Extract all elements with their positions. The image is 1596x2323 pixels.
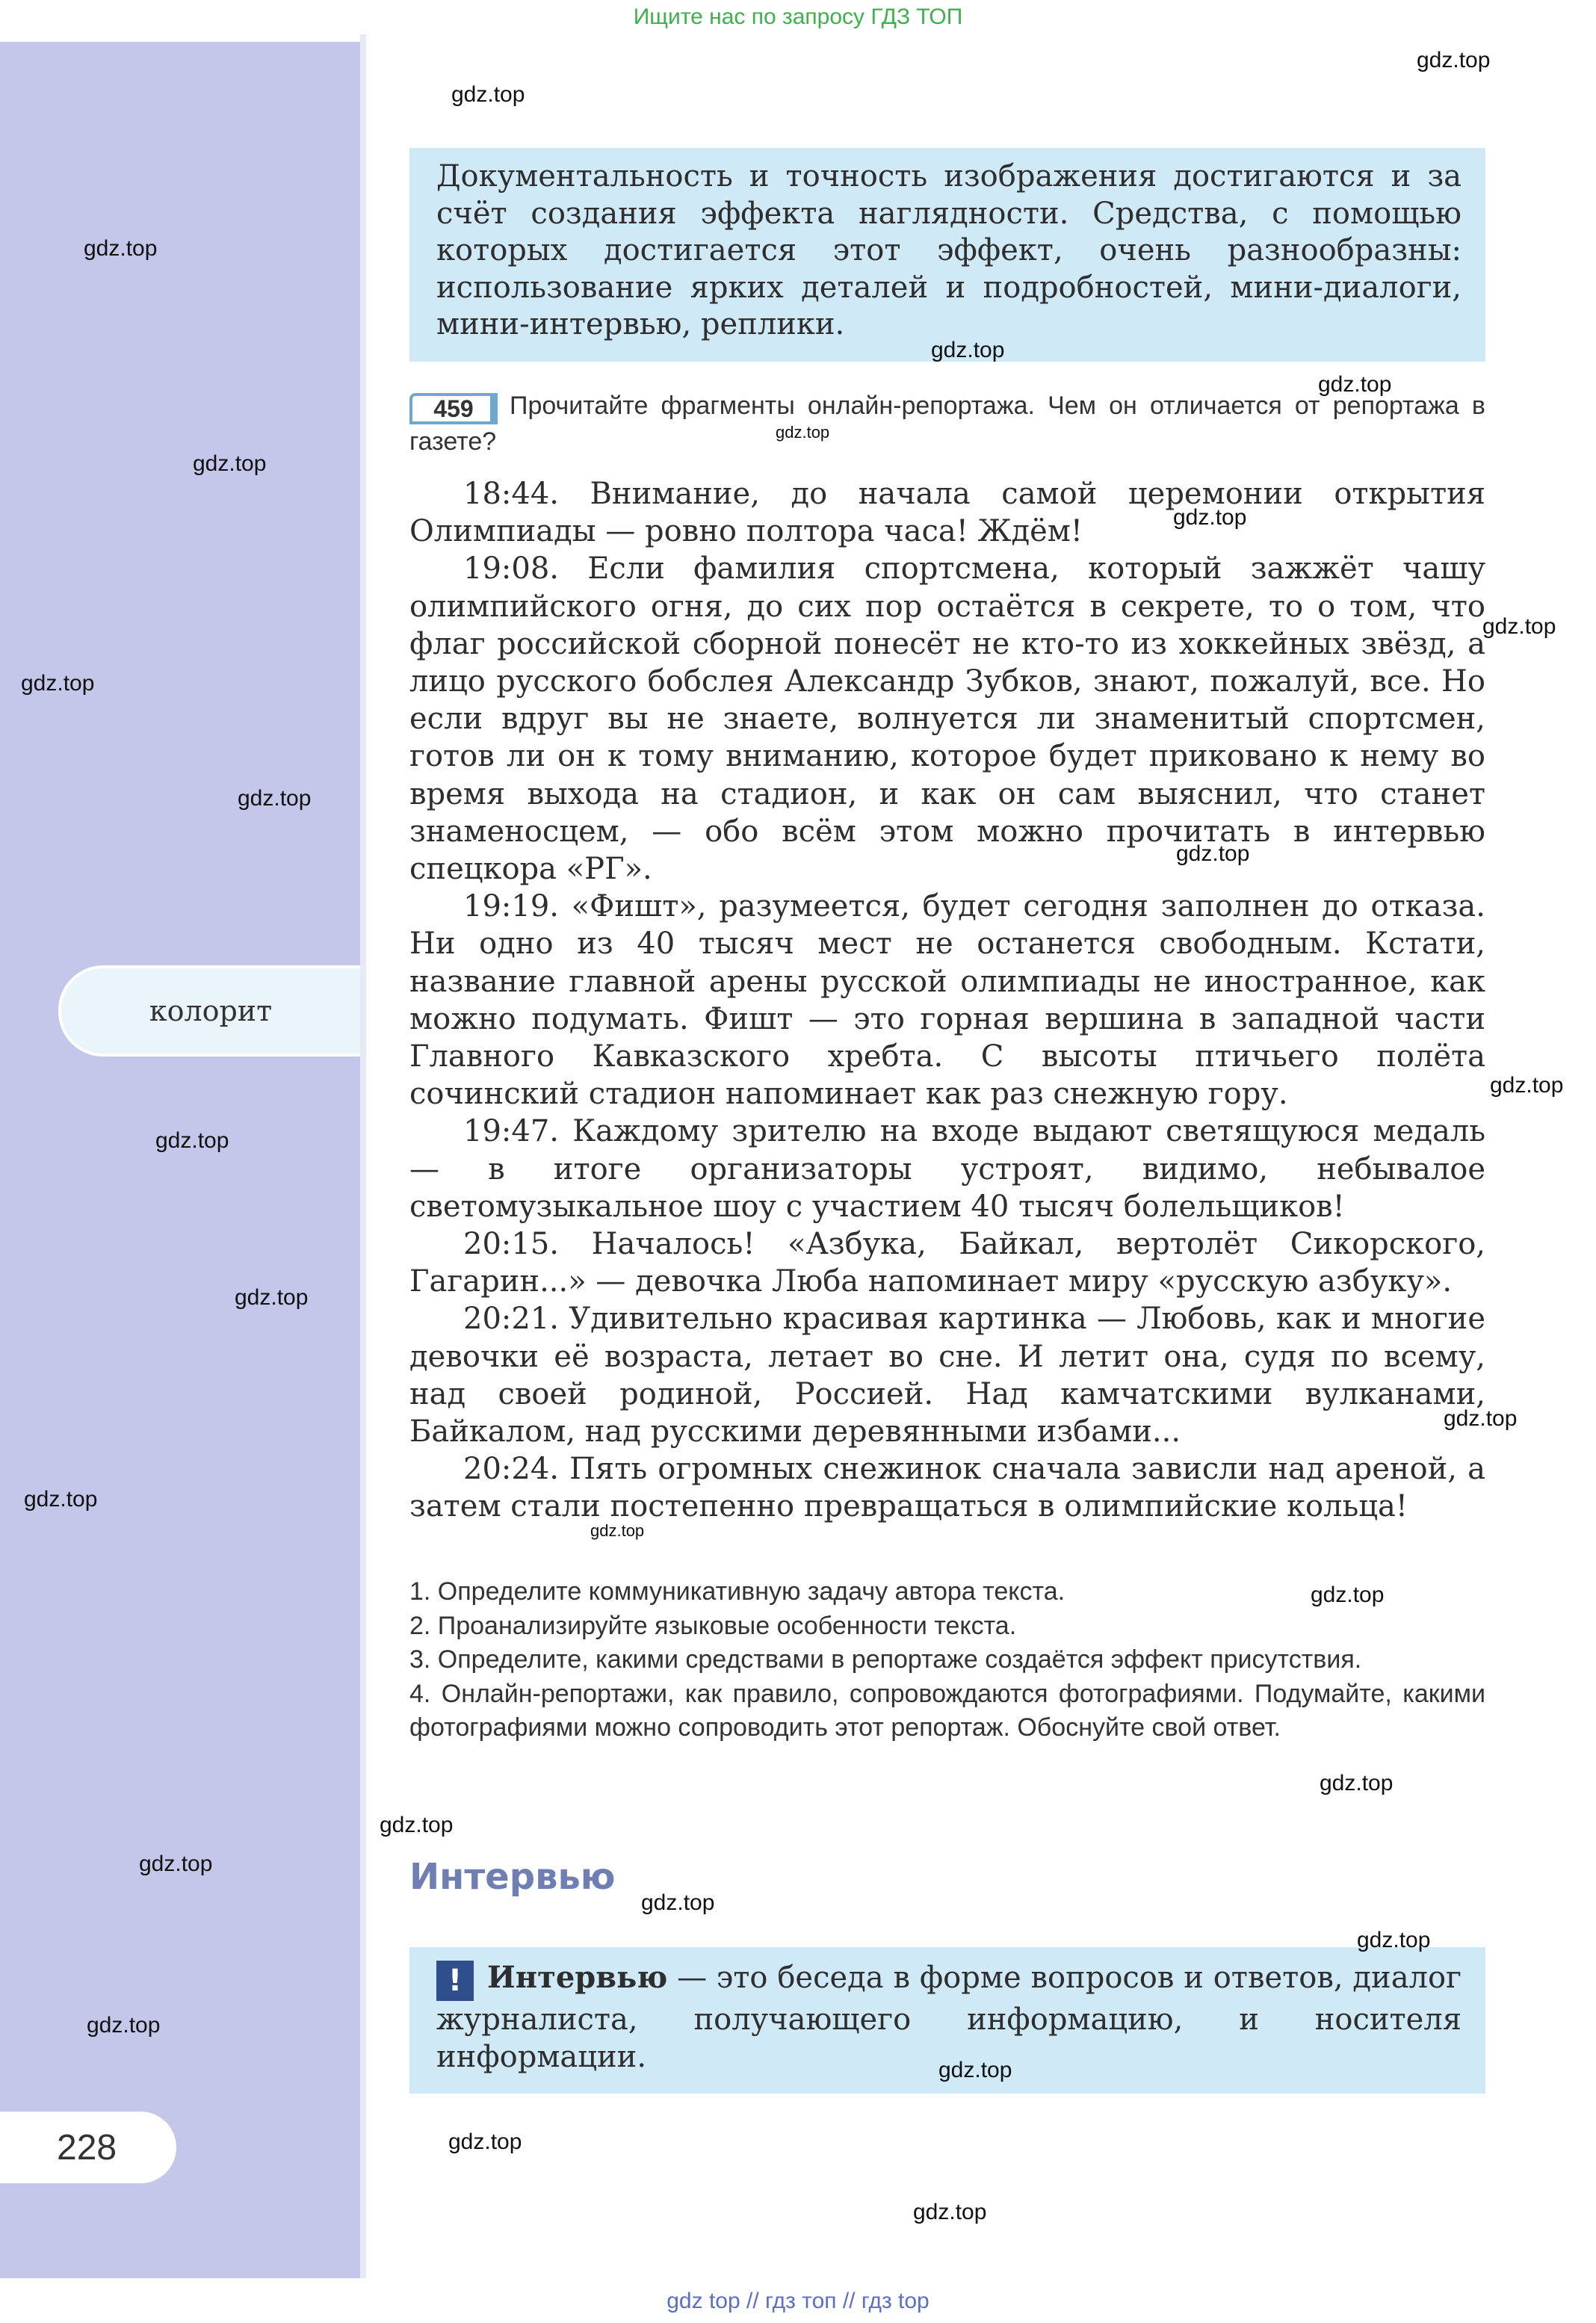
- watermark: gdz.top: [641, 1890, 715, 1915]
- section-title: Интервью: [409, 1856, 616, 1898]
- page-sidebar: [0, 42, 360, 2278]
- report-paragraph: 19:47. Каждому зрителю на входе выдают светящуюся медаль — в итоге организаторы устроят, видимо, небывалое светомузыкальное шоу с участием 40 тысяч болельщиков!: [409, 1114, 1485, 1224]
- question-item: 4. Онлайн-репортажи, как правило, сопровождаются фотографиями. Подумайте, какими фотографиями можно сопроводить этот репортаж. Обоснуйте свой ответ.: [409, 1679, 1485, 1742]
- watermark: gdz.top: [1357, 1928, 1431, 1952]
- report-text: [409, 475, 1485, 1526]
- rule-text: — это беседа в форме вопросов и ответов, диалог журналиста, получающего информацию, и носителя информации.: [436, 1961, 1462, 2074]
- sidebar-term-callout: [58, 965, 360, 1057]
- watermark: gdz.top: [776, 423, 830, 442]
- watermark: gdz.top: [87, 2013, 161, 2038]
- watermark: gdz.top: [139, 1852, 213, 1876]
- report-paragraph: 20:24. Пять огромных снежинок сначала зависли над ареной, а затем стали постепенно превращаться в олимпийские кольца!: [409, 1452, 1485, 1524]
- definition-text: Документальность и точность изображения достигаются и за счёт создания эффекта наглядности. Средства, с помощью которых достигается этот эффект, очень разнообразны: использование ярких деталей и подробностей, мини-диалоги, мини-интервью, реплики.: [436, 159, 1462, 341]
- watermark: gdz.top: [448, 2129, 522, 2154]
- question-item: 1. Определите коммуникативную задачу автора текста.: [409, 1577, 1065, 1606]
- watermark: gdz.top: [1311, 1583, 1385, 1607]
- question-item: 2. Проанализируйте языковые особенности текста.: [409, 1611, 1017, 1640]
- watermark: gdz.top: [155, 1128, 229, 1153]
- watermark: gdz.top: [193, 451, 267, 476]
- watermark: gdz.top: [938, 2058, 1012, 2082]
- watermark: gdz.top: [21, 671, 95, 696]
- watermark: gdz.top: [1444, 1406, 1518, 1431]
- task-number-badge: 459: [409, 393, 498, 424]
- bottom-banner[interactable]: gdz top // гдз топ // гдз top: [666, 2289, 930, 2313]
- watermark: gdz.top: [451, 82, 525, 107]
- report-paragraph: 19:08. Если фамилия спортсмена, который зажжёт чашу олимпийского огня, до сих пор остаётся в секрете, то о том, что флаг российской сборной понесёт не кто-то из хоккейных звёзд, а лицо русского бобслея Александр Зубков, знают, пожалуй, все. Но если вдруг вы не знаете, волнуется ли знаменитый спортсмен, готов ли он к тому вниманию, которое будет приковано к нему во время выхода на стадион, и как он сам выяснил, что станет знаменосцем, — обо всём этом можно прочитать в интервью спецкора «РГ».: [409, 551, 1485, 887]
- top-banner[interactable]: Ищите нас по запросу ГДЗ ТОП: [633, 4, 963, 29]
- task-header: [409, 389, 1485, 459]
- sidebar-term: колорит: [149, 995, 273, 1027]
- watermark: gdz.top: [24, 1487, 98, 1512]
- watermark: gdz.top: [931, 338, 1005, 362]
- report-paragraph: 19:19. «Фишт», разумеется, будет сегодня заполнен до отказа. Ни одно из 40 тысяч мест не останется свободным. Кстати, название главной арены русской олимпиады не иностранное, как можно подумать. Фишт — это горная вершина в западной части Главного Кавказского хребта. С высоты птичьего полёта сочинский стадион напоминает как раз снежную гору.: [409, 889, 1485, 1112]
- report-paragraph: 20:15. Началось! «Азбука, Байкал, вертолёт Сикорского, Гагарин...» — девочка Люба напоминает миру «русскую азбуку».: [409, 1227, 1485, 1299]
- watermark: gdz.top: [1176, 841, 1250, 866]
- report-paragraph: 18:44. Внимание, до начала самой церемонии открытия Олимпиады — ровно полтора часа! Ждём!: [409, 477, 1485, 549]
- watermark: gdz.top: [1173, 505, 1247, 530]
- task-prompt: Прочитайте фрагменты онлайн-репортажа. Чем он отличается от репортажа в газете?: [409, 392, 1485, 456]
- watermark: gdz.top: [1318, 372, 1392, 397]
- watermark: gdz.top: [238, 786, 312, 811]
- watermark: gdz.top: [1417, 48, 1491, 72]
- watermark: gdz.top: [84, 236, 158, 261]
- report-paragraph: 20:21. Удивительно красивая картинка — Любовь, как и многие девочки её возраста, летает во сне. И летит она, судя по всему, над своей родиной, Россией. Над камчатскими вулканами, Байкалом, над русскими деревянными избами...: [409, 1302, 1485, 1450]
- watermark: gdz.top: [1320, 1771, 1394, 1795]
- watermark: gdz.top: [1490, 1073, 1564, 1098]
- question-item: 3. Определите, какими средствами в репортаже создаётся эффект присутствия.: [409, 1645, 1362, 1674]
- definition-box: [409, 148, 1485, 362]
- page-gutter: [360, 34, 366, 2278]
- watermark: gdz.top: [380, 1813, 454, 1837]
- rule-term: Интервью: [487, 1960, 668, 1995]
- page-number: 228: [0, 2112, 176, 2183]
- exclamation-icon: !: [436, 1961, 474, 2001]
- watermark: gdz.top: [235, 1285, 309, 1310]
- watermark: gdz.top: [913, 2200, 987, 2224]
- watermark: gdz.top: [1482, 614, 1556, 639]
- watermark: gdz.top: [590, 1521, 645, 1540]
